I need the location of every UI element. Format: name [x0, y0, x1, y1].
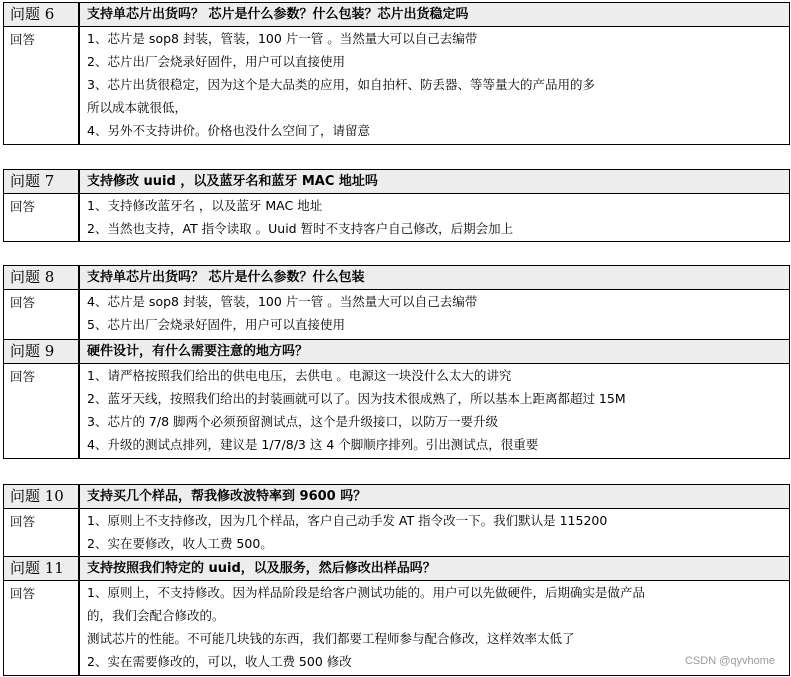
question-row [4, 266, 789, 289]
answer-line: 的，我们会配合修改的。 [87, 608, 225, 623]
answer-line: 1、芯片是 sop8 封装，管装，100 片一管 。当然量大可以自己去编带 [87, 31, 478, 46]
answer-line: 4、另外不支持讲价。价格也没什么空间了，请留意 [87, 123, 370, 138]
question-row [4, 556, 789, 580]
question-number: 问题 11 [4, 557, 80, 580]
answer-line: 2、蓝牙天线，按照我们给出的封装画就可以了。因为技术很成熟了，所以基本上距离都超过 15M [87, 391, 626, 406]
question-number: 问题 7 [4, 170, 80, 193]
answer-line: 1、请严格按照我们给出的供电电压，去供电 。电源这一块没什么太大的讲究 [87, 368, 512, 383]
question-number: 问题 8 [4, 266, 80, 289]
answer-text [80, 194, 789, 241]
answer-row [4, 289, 789, 339]
answer-line: 测试芯片的性能。不可能几块钱的东西，我们都要工程师参与配合修改，这样效率太低了 [87, 631, 575, 646]
answer-text [80, 509, 789, 556]
answer-line: 3、芯片出货很稳定，因为这个是大品类的应用，如自拍杆、防丢器、等等量大的产品用的多 [87, 77, 595, 92]
question-row [4, 3, 789, 26]
answer-line: 3、芯片的 7/8 脚两个必须预留测试点，这个是升级接口，以防万一要升级 [87, 414, 499, 429]
answer-line: 2、实在需要修改的，可以，收人工费 500 修改 [87, 654, 352, 669]
answer-line: 2、芯片出厂会烧录好固件，用户可以直接使用 [87, 54, 345, 69]
answer-label: 回答 [4, 194, 80, 241]
question-text: 硬件设计，有什么需要注意的地方吗？ [80, 340, 789, 363]
answer-line: 4、芯片是 sop8 封装，管装，100 片一管 。当然量大可以自己去编带 [87, 294, 478, 309]
answer-line: 2、实在要修改，收人工费 500。 [87, 536, 273, 551]
faq-table-3 [3, 265, 790, 459]
answer-row [4, 26, 789, 144]
question-number: 问题 9 [4, 340, 80, 363]
answer-text [80, 27, 789, 144]
answer-line: 1、原则上不支持修改，因为几个样品，客户自己动手发 AT 指令改一下。我们默认是 115200 [87, 513, 608, 528]
answer-label: 回答 [4, 581, 80, 675]
answer-row [4, 363, 789, 458]
answer-row [4, 508, 789, 556]
answer-row [4, 580, 789, 675]
question-text: 支持单芯片出货吗？ 芯片是什么参数？什么包装 [80, 266, 789, 289]
faq-table-1 [3, 2, 790, 145]
watermark: CSDN @qyvhome [684, 655, 775, 667]
answer-line: 1、原则上，不支持修改。因为样品阶段是给客户测试功能的。用户可以先做硬件，后期确实是做产品 [87, 585, 645, 600]
answer-text [80, 290, 789, 339]
answer-line: 2、当然也支持，AT 指令读取 。Uuid 暂时不支持客户自己修改，后期会加上 [87, 221, 514, 236]
question-text: 支持买几个样品，帮我修改波特率到 9600 吗？ [80, 485, 789, 508]
answer-label: 回答 [4, 27, 80, 144]
answer-label: 回答 [4, 509, 80, 556]
faq-table-4 [3, 484, 790, 676]
answer-label: 回答 [4, 290, 80, 339]
question-text: 支持按照我们特定的 uuid，以及服务，然后修改出样品吗？ [80, 557, 789, 580]
answer-text [80, 581, 789, 675]
question-text: 支持单芯片出货吗？ 芯片是什么参数？什么包装？芯片出货稳定吗 [80, 3, 789, 26]
question-number: 问题 6 [4, 3, 80, 26]
question-row [4, 339, 789, 363]
answer-line: 1、支持修改蓝牙名 ，以及蓝牙 MAC 地址 [87, 198, 323, 213]
answer-text [80, 364, 789, 458]
answer-line: 4、升级的测试点排列，建议是 1/7/8/3 这 4 个脚顺序排列。引出测试点，很重要 [87, 437, 539, 452]
question-text: 支持修改 uuid ，以及蓝牙名和蓝牙 MAC 地址吗 [80, 170, 789, 193]
answer-label: 回答 [4, 364, 80, 458]
answer-line: 5、芯片出厂会烧录好固件，用户可以直接使用 [87, 317, 345, 332]
faq-table-2 [3, 169, 790, 242]
question-row [4, 170, 789, 193]
question-number: 问题 10 [4, 485, 80, 508]
question-row [4, 485, 789, 508]
answer-row [4, 193, 789, 241]
answer-line: 所以成本就很低， [87, 100, 188, 115]
